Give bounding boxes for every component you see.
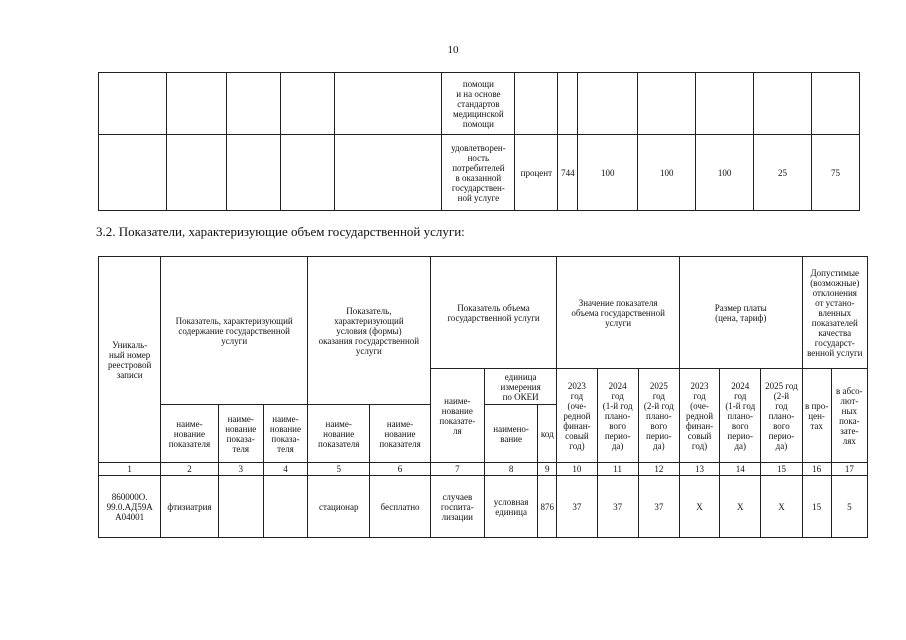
empty-cell xyxy=(696,73,754,135)
column-number-cell: 13 xyxy=(679,463,719,476)
indicator-name-cell: помощи и на основе стандартов медицинской помощи xyxy=(442,73,515,135)
condition-cell-2: бесплатно xyxy=(370,476,430,538)
header-unit-okei: единица измерения по ОКЕИ xyxy=(484,369,556,405)
header-value-2023: 2023 год (оче- редной финан- совый год) xyxy=(557,369,597,463)
deviation-absolute-cell: 5 xyxy=(831,476,867,538)
column-number-cell: 10 xyxy=(557,463,597,476)
condition-cell-1: стационар xyxy=(308,476,370,538)
indicator-name-cell: удовлетворен- ность потребителей в оказанной государствен- ной услуге xyxy=(442,135,515,211)
header-content-indicator: Показатель, характеризующий содержание государственной услуги xyxy=(161,257,308,405)
unit-code-cell: 876 xyxy=(538,476,557,538)
header-unit-code: код xyxy=(538,405,557,463)
deviation-absolute-cell: 75 xyxy=(812,135,860,211)
unique-number-cell: 860000О. 99.0.АД59А А04001 xyxy=(99,476,161,538)
column-number-cell: 17 xyxy=(831,463,867,476)
empty-cell xyxy=(280,135,334,211)
header-unit-name: наимено- вание xyxy=(484,405,537,463)
empty-cell xyxy=(515,73,558,135)
value-2024-cell: 37 xyxy=(597,476,638,538)
value-2025-cell: 100 xyxy=(696,135,754,211)
column-number-cell: 8 xyxy=(484,463,537,476)
empty-cell xyxy=(558,73,578,135)
empty-cell xyxy=(578,73,638,135)
column-number-cell: 12 xyxy=(638,463,679,476)
empty-cell xyxy=(99,73,167,135)
header-condition-name-2: наиме- нование показателя xyxy=(370,405,430,463)
header-value-2024: 2024 год (1-й год плано- вого перио- да) xyxy=(597,369,638,463)
page-number: 10 xyxy=(447,44,459,56)
content-cell-2 xyxy=(218,476,263,538)
column-number-cell: 4 xyxy=(263,463,307,476)
continuation-table xyxy=(98,72,860,211)
column-number-cell: 2 xyxy=(161,463,218,476)
header-indicator-name: наиме- нование показате- ля xyxy=(430,369,484,463)
value-2024-cell: 100 xyxy=(638,135,696,211)
empty-cell xyxy=(166,73,226,135)
header-fee-2025: 2025 год (2-й год плано- вого перио- да) xyxy=(761,369,802,463)
deviation-percent-cell: 25 xyxy=(754,135,812,211)
header-fee-2023: 2023 год (оче- редной финан- совый год) xyxy=(679,369,719,463)
empty-cell xyxy=(754,73,812,135)
section-title: 3.2. Показатели, характеризующие объем государственной услуги: xyxy=(96,224,465,239)
code-cell: 744 xyxy=(558,135,578,211)
empty-cell xyxy=(280,73,334,135)
table-row xyxy=(99,476,868,538)
content-cell-1: фтизиатрия xyxy=(161,476,218,538)
column-number-cell: 14 xyxy=(720,463,761,476)
unit-cell: процент xyxy=(515,135,558,211)
fee-2025-cell: Х xyxy=(761,476,802,538)
value-2023-cell: 37 xyxy=(557,476,597,538)
empty-cell xyxy=(812,73,860,135)
column-number-cell: 7 xyxy=(430,463,484,476)
column-number-cell: 11 xyxy=(597,463,638,476)
column-number-cell: 15 xyxy=(761,463,802,476)
header-volume-indicator: Показатель объема государственной услуги xyxy=(430,257,557,369)
header-content-name-3: наиме- нование показа- теля xyxy=(263,405,307,463)
header-deviation-percent: в про- цен- тах xyxy=(802,369,831,463)
header-fee: Размер платы (цена, тариф) xyxy=(679,257,802,369)
column-number-cell: 16 xyxy=(802,463,831,476)
column-number-cell: 9 xyxy=(538,463,557,476)
empty-cell xyxy=(166,135,226,211)
content-cell-3 xyxy=(263,476,307,538)
deviation-percent-cell: 15 xyxy=(802,476,831,538)
column-number-cell: 5 xyxy=(308,463,370,476)
header-content-name-1: наиме- нование показателя xyxy=(161,405,218,463)
empty-cell xyxy=(226,73,280,135)
fee-2023-cell: Х xyxy=(679,476,719,538)
header-value-2025: 2025 год (2-й год плано- вого перио- да) xyxy=(638,369,679,463)
fee-2024-cell: Х xyxy=(720,476,761,538)
header-deviation: Допустимые (возможные) отклонения от устано- вленных показателей качества государст- венной услуги xyxy=(802,257,867,369)
header-unique-number: Уникаль- ный номер реестровой записи xyxy=(99,257,161,463)
empty-cell xyxy=(226,135,280,211)
header-value: Значение показателя объема государственной услуги xyxy=(557,257,680,369)
column-number-cell: 1 xyxy=(99,463,161,476)
empty-cell xyxy=(99,135,167,211)
volume-indicators-table xyxy=(98,256,868,538)
header-condition-name-1: наиме- нование показателя xyxy=(308,405,370,463)
header-conditions-indicator: Показатель, характеризующий условия (формы) оказания государственной услуги xyxy=(308,257,431,405)
value-2023-cell: 100 xyxy=(578,135,638,211)
header-fee-2024: 2024 год (1-й год плано- вого перио- да) xyxy=(720,369,761,463)
header-content-name-2: наиме- нование показа- теля xyxy=(218,405,263,463)
column-number-row xyxy=(99,463,868,476)
empty-cell xyxy=(334,73,442,135)
empty-cell xyxy=(334,135,442,211)
header-deviation-absolute: в абсо- лют- ных пока- зате- лях xyxy=(831,369,867,463)
column-number-cell: 3 xyxy=(218,463,263,476)
volume-name-cell: случаев госпита- лизации xyxy=(430,476,484,538)
empty-cell xyxy=(638,73,696,135)
value-2025-cell: 37 xyxy=(638,476,679,538)
column-number-cell: 6 xyxy=(370,463,430,476)
unit-name-cell: условная единица xyxy=(484,476,537,538)
